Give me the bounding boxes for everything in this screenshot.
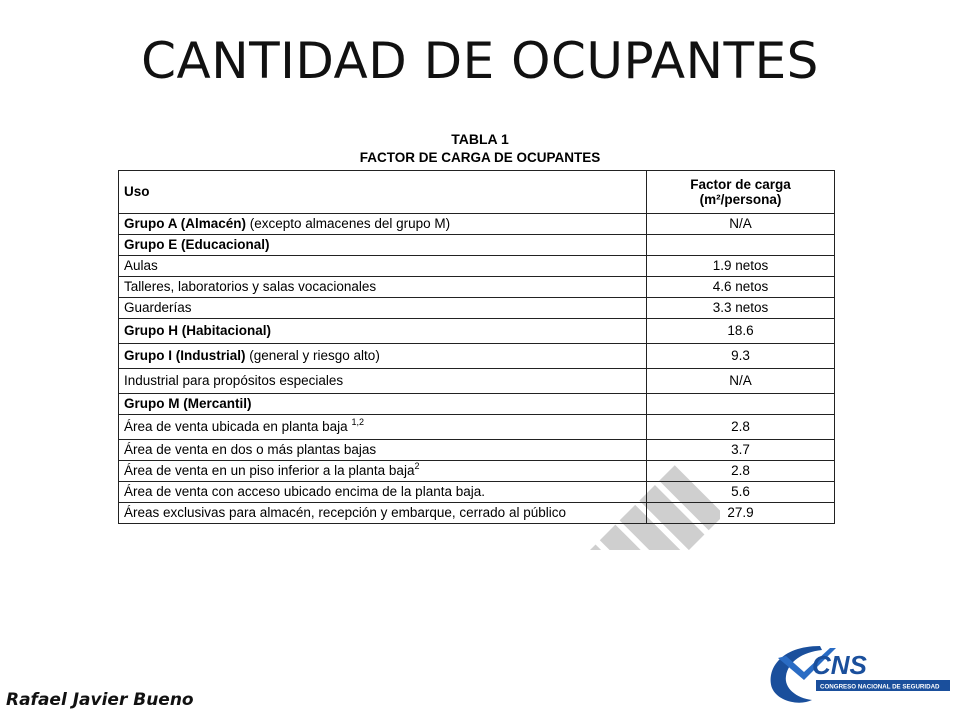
table-row xyxy=(119,415,835,440)
table-row xyxy=(119,503,835,524)
factor-cell: 3.3 netos xyxy=(647,298,835,319)
factor-cell: 9.3 xyxy=(647,344,835,369)
use-cell xyxy=(119,369,647,394)
table-row xyxy=(119,394,835,415)
use-cell xyxy=(119,235,647,256)
table-header-row xyxy=(119,171,835,214)
table-row xyxy=(119,214,835,235)
table-row xyxy=(119,369,835,394)
use-description: Área de venta en dos o más plantas bajas xyxy=(124,442,377,457)
occupant-load-table xyxy=(118,170,835,524)
use-description: Industrial para propósitos especiales xyxy=(124,373,344,388)
use-cell xyxy=(119,214,647,235)
use-description: Áreas exclusivas para almacén, recepción y embarque, cerrado al público xyxy=(124,505,566,520)
use-cell xyxy=(119,277,647,298)
use-cell xyxy=(119,256,647,277)
group-name: Grupo M (Mercantil) xyxy=(124,396,252,411)
use-description: Aulas xyxy=(124,258,158,273)
use-description: Área de venta ubicada en planta baja xyxy=(124,419,352,434)
use-description: Guarderías xyxy=(124,300,192,315)
factor-cell: 4.6 netos xyxy=(647,277,835,298)
use-description: Talleres, laboratorios y salas vocacionales xyxy=(124,279,377,294)
logo-mark: CNS xyxy=(812,650,867,680)
header-factor xyxy=(647,171,835,214)
use-cell xyxy=(119,461,647,482)
header-factor-line1: Factor de carga xyxy=(690,177,791,192)
use-cell xyxy=(119,394,647,415)
table-caption-number: TABLA 1 xyxy=(451,131,509,147)
use-description: (general y riesgo alto) xyxy=(245,348,380,363)
header-use: Uso xyxy=(119,171,647,214)
author-name: Rafael Javier Bueno xyxy=(6,690,194,710)
use-cell xyxy=(119,503,647,524)
slide-title: CANTIDAD DE OCUPANTES xyxy=(141,32,819,90)
footnote-ref: 1,2 xyxy=(351,417,364,427)
table-caption-title: FACTOR DE CARGA DE OCUPANTES xyxy=(359,150,601,165)
factor-cell xyxy=(647,394,835,415)
header-factor-line2: (m²/persona) xyxy=(699,192,782,207)
table-row xyxy=(119,482,835,503)
table-body xyxy=(119,214,835,524)
footnote-ref: 2 xyxy=(414,461,420,471)
factor-cell: 3.7 xyxy=(647,440,835,461)
factor-cell: N/A xyxy=(647,369,835,394)
factor-cell: N/A xyxy=(647,214,835,235)
table-row xyxy=(119,319,835,344)
factor-cell: 18.6 xyxy=(647,319,835,344)
use-cell xyxy=(119,415,647,440)
table-row xyxy=(119,298,835,319)
table-row xyxy=(119,344,835,369)
factor-cell: 2.8 xyxy=(647,461,835,482)
table-row xyxy=(119,440,835,461)
use-description: Área de venta con acceso ubicado encima de la planta baja. xyxy=(124,484,485,499)
factor-cell xyxy=(647,235,835,256)
group-name: Grupo I (Industrial) xyxy=(124,348,246,363)
table-row xyxy=(119,277,835,298)
use-cell xyxy=(119,440,647,461)
factor-cell: 5.6 xyxy=(647,482,835,503)
table-row xyxy=(119,461,835,482)
use-cell xyxy=(119,344,647,369)
use-cell xyxy=(119,319,647,344)
factor-cell: 2.8 xyxy=(647,415,835,440)
table-row xyxy=(119,256,835,277)
use-cell xyxy=(119,298,647,319)
use-description: Área de venta en un piso inferior a la planta baja xyxy=(124,463,415,478)
group-name: Grupo E (Educacional) xyxy=(124,237,270,252)
table-row xyxy=(119,235,835,256)
factor-cell: 27.9 xyxy=(647,503,835,524)
group-name: Grupo A (Almacén) xyxy=(124,216,247,231)
group-name: Grupo H (Habitacional) xyxy=(124,323,272,338)
cns-logo xyxy=(760,640,952,710)
use-cell xyxy=(119,482,647,503)
use-description: (excepto almacenes del grupo M) xyxy=(246,216,451,231)
logo-subtitle: CONGRESO NACIONAL DE SEGURIDAD xyxy=(820,683,940,691)
factor-cell: 1.9 netos xyxy=(647,256,835,277)
